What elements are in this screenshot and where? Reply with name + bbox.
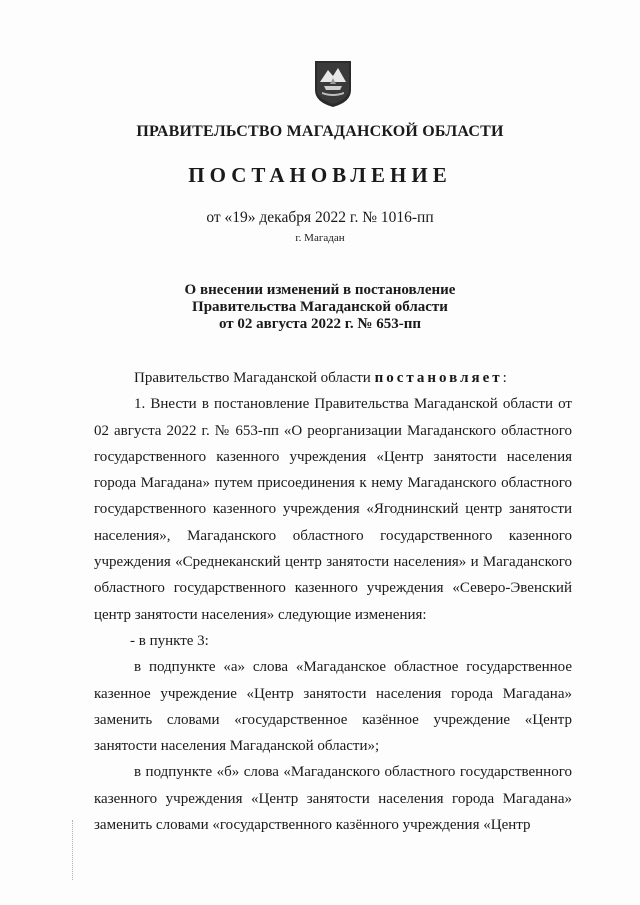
item-1-paragraph: 1. Внести в постановление Правительства Магаданской области от 02 августа 2022 г. № 653-пп «О реорганизации Магаданского областного государственного казенного учреждения «Центр занятости населения города Магадана» путем присоединения к нему Магаданского областного государственного казенного учреждения «Ягоднинский центр занятости населения», Магаданского областного государственного казенного учреждения «Среднеканский центр занятости населения» и Магаданского областного государственного казенного учреждения «Северо-Эвенский центр занятости населения» следующие изменения: [94, 396, 572, 623]
document-type-title: ПОСТАНОВЛЕНИЕ [188, 163, 452, 187]
coat-of-arms-emblem [314, 60, 352, 108]
document-city: г. Магадан [295, 232, 345, 244]
subject-line: О внесении изменений в постановление [184, 282, 456, 298]
subpoint-b-paragraph: в подпункте «б» слова «Магаданского областного государственного казенного учреждения «Центр занятости населения города Магадана» заменить словами «государственного казённого учреждения «Центр [94, 764, 572, 834]
preamble-text: Правительство Магаданской области [134, 370, 371, 386]
subject-line: Правительства Магаданской области [192, 299, 448, 315]
preamble-verb: постановляет [374, 370, 503, 386]
scan-edge-artifact [72, 820, 75, 880]
subpoint-a-paragraph: в подпункте «а» слова «Магаданское областное государственное казенное учреждение «Центр занятости населения города Магадана» заменить словами «государственное казённое учреждение «Центр занятости населения Магаданской области»; [94, 659, 572, 755]
point-3-heading: - в пункте 3: [130, 632, 209, 649]
document-subject [0, 282, 640, 333]
preamble-colon: : [502, 370, 507, 386]
subject-line: от 02 августа 2022 г. № 653-пп [218, 316, 422, 332]
organization-name: ПРАВИТЕЛЬСТВО МАГАДАНСКОЙ ОБЛАСТИ [136, 123, 504, 140]
document-body [94, 365, 572, 838]
document-date-number: от «19» декабря 2022 г. № 1016-пп [206, 209, 434, 226]
preamble-paragraph [94, 365, 572, 391]
